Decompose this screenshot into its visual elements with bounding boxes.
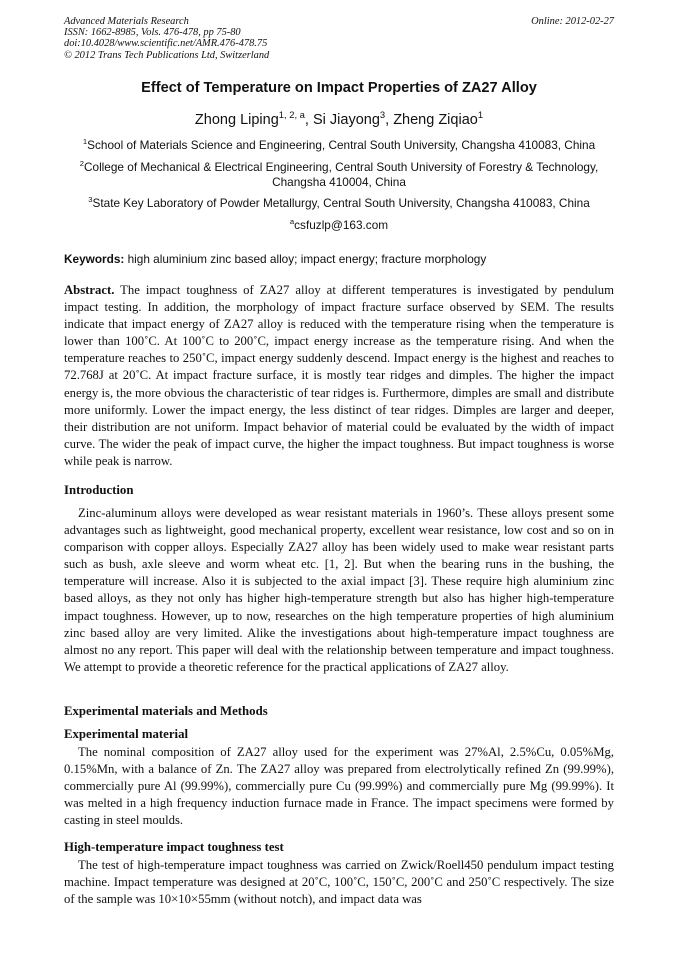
impact-test-body	[64, 857, 614, 908]
keywords	[64, 252, 616, 266]
author-sup: 3	[379, 109, 386, 121]
abstract-text: The impact toughness of ZA27 alloy at different temperatures is investigated by pendulum impact testing. In addition, the morphology of impact fracture surface observed by SEM. The results indicate that impact energy of ZA27 alloy is reduced with the temperature rising when the temperature is lower than 100˚C. At 100˚C to 200˚C, impact energy increase as the temperature rising. And when the temperature reaches to 250˚C, impact energy suddenly descend. Impact energy is the highest and reaches to 72.768J at 20˚C. At impact fracture surface, it is mostly tear ridges and dimples. The higher the impact energy is, the more obvious the characteristic of tear ridges is. Furthermore, dimples are small and distribute more uniformly. Lower the impact energy, the less distinct of tear ridges. Dimples are larger and deeper, their distribution are not uniform. Impact behavior of material could be evaluated by the width of impact curve. The wider the peak of impact curve, the higher the impact toughness. But impact toughness is worse while peak is narrow.	[64, 283, 614, 468]
abstract	[64, 282, 614, 470]
keywords-text: high aluminium zinc based alloy; impact energy; fracture morphology	[124, 252, 487, 266]
aff-sup: 2	[79, 159, 84, 169]
keywords-label: Keywords:	[64, 252, 125, 266]
doi-line: doi:10.4028/www.scientific.net/AMR.476-478.75	[64, 38, 268, 50]
introduction-text: Zinc-aluminum alloys were developed as wear resistant materials in 1960’s. These alloys present some advantages such as lightweight, good mechanical property, excellent wear resistance, low cost and so on in comparison with copper alloys. Especially ZA27 alloy has been widely used to make wear resistant parts such as bush, axle sleeve and worm wheat etc. [1, 2]. But when the bearing runs in the bushing, the temperature will increase. Also it is subjected to the axial impact [3]. These require high aluminium zinc based alloys, as they not only has higher high-temperature strength but also has higher high-temperature impact toughness. However, up to now, researches on the high temperature properties of high aluminium zinc based alloy are very limited. Alike the investigations about high-temperature impact toughness are almost no any report. This paper will deal with the relationship between temperature and impact toughness. We attempt to provide a theoretic reference for the practical applications of ZA27 alloy.	[64, 506, 614, 674]
material-body	[64, 744, 614, 829]
affiliation-3	[60, 196, 618, 211]
email-sup: a	[289, 217, 295, 227]
author-name: Zhong Liping	[194, 112, 279, 128]
issn-line: ISSN: 1662-8985, Vols. 476-478, pp 75-80	[64, 27, 241, 39]
introduction-body	[64, 505, 614, 676]
paper-title: Effect of Temperature on Impact Properties of ZA27 Alloy	[141, 80, 537, 96]
abstract-label: Abstract.	[64, 283, 115, 297]
aff-sup: 3	[88, 195, 93, 205]
aff-text: College of Mechanical & Electrical Engineering, Central South University of Forestry & Technology,	[83, 160, 599, 174]
aff-sup: 1	[82, 137, 88, 147]
author-list: Zhong Liping$^{1, 2, a}$, Si Jiayong$^3$, Zheng Ziqiao$^1$	[194, 109, 484, 128]
email-line	[60, 218, 618, 233]
aff-text-2: Changsha 410004, China	[272, 175, 406, 189]
impact-test-subheading: High-temperature impact toughness test	[64, 840, 284, 854]
page-header	[64, 16, 614, 61]
journal-name: Advanced Materials Research	[64, 16, 189, 27]
introduction-heading: Introduction	[64, 483, 134, 497]
affiliation-1	[60, 138, 618, 153]
author-name: Si Jiayong	[312, 112, 380, 128]
email-text: csfuzlp@163.com	[294, 218, 389, 232]
copyright-line: © 2012 Trans Tech Publications Ltd, Switzerland	[64, 49, 270, 61]
online-date: Online: 2012-02-27	[531, 16, 614, 27]
methods-heading: Experimental materials and Methods	[64, 704, 268, 718]
author-sup: 1, 2, a	[278, 109, 305, 121]
aff-text: School of Materials Science and Engineering, Central South University, Changsha 410083, China	[87, 138, 596, 152]
impact-test-text: The test of high-temperature impact toughness was carried on Zwick/Roell450 pendulum impact testing machine. Impact temperature was designed at 20˚C, 100˚C, 150˚C, 200˚C and 250˚C respectively. The size of the sample was 10×10×55mm (without notch), and impact data was	[64, 858, 614, 907]
material-text: The nominal composition of ZA27 alloy used for the experiment was 27%Al, 2.5%Cu, 0.05%Mg, 0.15%Mn, with a balance of Zn. The ZA27 alloy was prepared from electrolytically refined Zn (99.99%), commercially pure Al (99.99%), commercially pure Cu (99.99%) and commercially pure Mg (99.99%). It was melted in a high frequency induction furnace made in France. The impact specimens were formed by casting in steel moulds.	[64, 745, 614, 828]
material-subheading: Experimental material	[64, 727, 189, 741]
affiliation-2	[60, 160, 618, 190]
author-sup: 1	[477, 109, 484, 121]
author-name: Zheng Ziqiao	[393, 112, 478, 128]
aff-text: State Key Laboratory of Powder Metallurgy, Central South University, Changsha 410083, China	[92, 196, 590, 210]
